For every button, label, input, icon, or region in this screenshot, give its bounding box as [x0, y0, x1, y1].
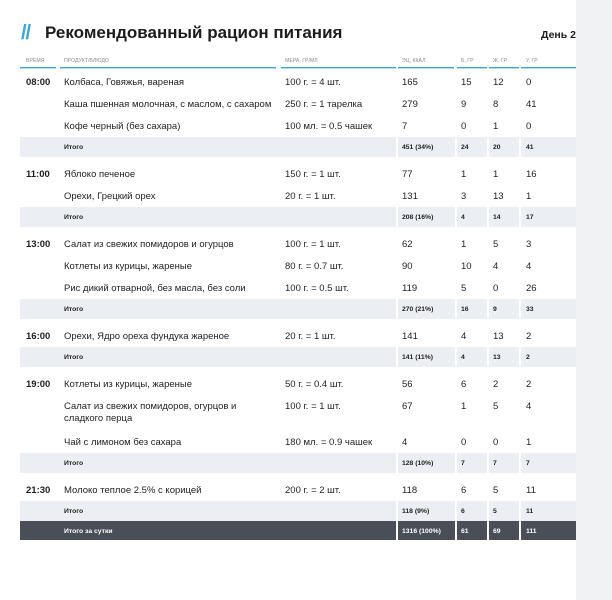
dish-fat: 5 [493, 239, 499, 250]
dish-fat: 2 [493, 379, 499, 390]
table-header [20, 56, 576, 68]
dish-carbs: 2 [526, 379, 532, 390]
column-separator [487, 501, 489, 521]
meal-total-row [20, 137, 576, 157]
grand-total-protein: 61 [461, 528, 469, 535]
table-row [20, 277, 576, 299]
dish-fat: 1 [493, 121, 499, 132]
column-separator [396, 137, 398, 157]
page-title: Рекомендованный рацион питания [45, 23, 343, 42]
column-separator [519, 207, 521, 227]
dish-protein: 15 [461, 77, 472, 88]
dish-carbs: 41 [526, 99, 537, 110]
column-separator [519, 299, 521, 319]
dish-name: Колбаса, Говяжья, вареная [64, 77, 185, 88]
total-fat: 13 [493, 354, 501, 361]
total-carbs: 41 [526, 144, 534, 151]
dish-carbs: 26 [526, 283, 537, 294]
total-label: Итого [64, 508, 84, 515]
dish-kcal: 62 [402, 239, 413, 250]
dish-kcal: 4 [402, 437, 408, 448]
dish-name: Котлеты из курицы, жареные [64, 379, 192, 390]
dish-carbs: 16 [526, 169, 537, 180]
total-fat: 9 [493, 306, 497, 313]
total-label: Итого [64, 460, 84, 467]
dish-name: Орехи, Грецкий орех [64, 191, 156, 202]
column-separator [519, 453, 521, 473]
total-carbs: 17 [526, 214, 534, 221]
table-row [20, 431, 576, 453]
dish-protein: 5 [461, 283, 467, 294]
total-label: Итого [64, 306, 84, 313]
dish-measure: 250 г. = 1 тарелка [285, 99, 363, 110]
dish-fat: 5 [493, 401, 499, 412]
meal-time: 21:30 [26, 485, 51, 496]
meal-total-row [20, 207, 576, 227]
col-carbs-header: У, ГР [526, 58, 538, 64]
meal-total-row [20, 347, 576, 367]
column-separator [396, 347, 398, 367]
dish-measure: 150 г. = 1 шт. [285, 169, 341, 180]
dish-kcal: 77 [402, 169, 413, 180]
dish-kcal: 279 [402, 99, 418, 110]
dish-fat: 0 [493, 283, 499, 294]
column-separator [487, 521, 489, 540]
total-protein: 6 [461, 508, 465, 515]
meal-total-row [20, 299, 576, 319]
meal-table [20, 71, 576, 540]
total-label: Итого [64, 214, 84, 221]
page-edge [576, 0, 612, 600]
total-kcal: 208 (16%) [402, 214, 434, 221]
dish-measure: 100 г. = 4 шт. [285, 77, 341, 88]
column-separator [487, 453, 489, 473]
table-row [20, 185, 576, 207]
grand-total-label: Итого за сутки [64, 528, 113, 535]
dish-protein: 0 [461, 121, 467, 132]
column-separator [455, 207, 457, 227]
column-separator [519, 521, 521, 540]
dish-carbs: 4 [526, 261, 532, 272]
dish-kcal: 67 [402, 401, 413, 412]
meal-time: 16:00 [26, 331, 51, 342]
dish-measure: 100 мл. = 0.5 чашек [285, 121, 373, 132]
table-row [20, 255, 576, 277]
total-protein: 24 [461, 144, 469, 151]
dish-carbs: 0 [526, 77, 532, 88]
column-separator [487, 137, 489, 157]
col-measure-header: МЕРА, ГР/МЛ [285, 58, 318, 64]
meal-time: 11:00 [26, 169, 50, 180]
dish-fat: 13 [493, 331, 504, 342]
table-row [20, 115, 576, 137]
total-carbs: 2 [526, 354, 530, 361]
column-separator [455, 501, 457, 521]
dish-carbs: 3 [526, 239, 532, 250]
dish-measure: 100 г. = 1 шт. [285, 239, 341, 250]
total-kcal: 451 (34%) [402, 144, 434, 151]
col-dish-header: ПРОДУКТ/БЛЮДО [64, 58, 109, 64]
dish-protein: 1 [461, 239, 467, 250]
dish-name: Кофе черный (без сахара) [64, 121, 181, 132]
meal-total-row [20, 501, 576, 521]
title-accent: // [21, 22, 31, 44]
dish-protein: 6 [461, 379, 467, 390]
dish-measure: 100 г. = 0.5 шт. [285, 283, 349, 294]
table-row [20, 373, 576, 395]
dish-fat: 13 [493, 191, 504, 202]
dish-name: Салат из свежих помидоров, огурцов и сладкого перца [64, 401, 237, 424]
column-separator [455, 299, 457, 319]
total-protein: 4 [461, 214, 465, 221]
dish-measure: 180 мл. = 0.9 чашек [285, 437, 373, 448]
dish-name: Молоко теплое 2.5% с корицей [64, 485, 202, 496]
total-fat: 7 [493, 460, 497, 467]
table-row [20, 479, 576, 501]
total-fat: 20 [493, 144, 501, 151]
column-separator [396, 207, 398, 227]
dish-name: Котлеты из курицы, жареные [64, 261, 192, 272]
table-row [20, 71, 576, 93]
dish-fat: 5 [493, 485, 499, 496]
column-separator [396, 521, 398, 540]
total-fat: 14 [493, 214, 501, 221]
dish-carbs: 0 [526, 121, 532, 132]
total-fat: 5 [493, 508, 497, 515]
page-header [20, 22, 576, 48]
meal-time: 19:00 [26, 379, 51, 390]
dish-name: Салат из свежих помидоров и огурцов [64, 239, 234, 250]
total-protein: 4 [461, 354, 465, 361]
dish-protein: 10 [461, 261, 472, 272]
column-separator [519, 347, 521, 367]
col-protein-header: Б, ГР [461, 58, 474, 64]
column-separator [396, 453, 398, 473]
dish-name: Чай с лимоном без сахара [64, 437, 182, 448]
dish-fat: 4 [493, 261, 499, 272]
meal-total-row [20, 453, 576, 473]
header-underline [20, 67, 576, 69]
dish-carbs: 4 [526, 401, 532, 412]
column-separator [487, 347, 489, 367]
total-protein: 16 [461, 306, 469, 313]
dish-measure: 200 г. = 2 шт. [285, 485, 341, 496]
dish-carbs: 11 [526, 485, 536, 496]
dish-protein: 1 [461, 401, 467, 412]
column-separator [455, 521, 457, 540]
dish-carbs: 1 [526, 191, 532, 202]
dish-measure: 100 г. = 1 шт. [285, 401, 341, 412]
grand-total-carbs: 111 [526, 528, 537, 535]
column-separator [455, 347, 457, 367]
dish-protein: 1 [461, 169, 467, 180]
dish-name: Яблоко печеное [64, 169, 136, 180]
meal-time: 13:00 [26, 239, 51, 250]
dish-protein: 4 [461, 331, 467, 342]
column-separator [396, 501, 398, 521]
total-kcal: 141 (11%) [402, 354, 433, 361]
dish-kcal: 119 [402, 283, 418, 294]
dish-fat: 0 [493, 437, 499, 448]
total-kcal: 270 (21%) [402, 306, 434, 313]
col-fat-header: Ж, ГР [493, 58, 507, 64]
dish-kcal: 118 [402, 485, 418, 496]
total-label: Итого [64, 354, 84, 361]
dish-name: Рис дикий отварной, без масла, без соли [64, 283, 246, 294]
column-separator [519, 501, 521, 521]
dish-fat: 8 [493, 99, 499, 110]
day-label: День 2 [540, 29, 576, 41]
dish-kcal: 131 [402, 191, 418, 202]
column-separator [396, 299, 398, 319]
grand-total-row [20, 521, 576, 540]
table-row [20, 93, 576, 115]
table-row [20, 395, 576, 431]
table-row [20, 163, 576, 185]
dish-kcal: 90 [402, 261, 413, 272]
column-separator [455, 453, 457, 473]
total-carbs: 33 [526, 306, 534, 313]
dish-name: Каша пшенная молочная, с маслом, с сахаром [64, 99, 272, 110]
dish-kcal: 141 [402, 331, 418, 342]
dish-fat: 12 [493, 77, 504, 88]
dish-protein: 0 [461, 437, 467, 448]
dish-protein: 9 [461, 99, 467, 110]
col-kcal-header: ЭЦ, ККАЛ [402, 58, 426, 64]
dish-kcal: 7 [402, 121, 408, 132]
dish-carbs: 2 [526, 331, 532, 342]
total-protein: 7 [461, 460, 465, 467]
column-separator [487, 207, 489, 227]
table-row [20, 233, 576, 255]
dish-name: Орехи, Ядро ореха фундука жареное [64, 331, 230, 342]
dish-protein: 3 [461, 191, 467, 202]
table-row [20, 325, 576, 347]
total-carbs: 11 [526, 508, 534, 515]
dish-measure: 20 г. = 1 шт. [285, 331, 336, 342]
total-kcal: 118 (9%) [402, 508, 430, 515]
dish-kcal: 165 [402, 77, 418, 88]
column-separator [519, 137, 521, 157]
dish-measure: 50 г. = 0.4 шт. [285, 379, 344, 390]
column-separator [487, 299, 489, 319]
col-time-header: ВРЕМЯ [26, 58, 45, 64]
dish-fat: 1 [493, 169, 499, 180]
grand-total-kcal: 1316 (100%) [402, 528, 441, 535]
total-label: Итого [64, 144, 84, 151]
total-carbs: 7 [526, 460, 530, 467]
dish-carbs: 1 [526, 437, 532, 448]
dish-kcal: 56 [402, 379, 413, 390]
dish-measure: 20 г. = 1 шт. [285, 191, 336, 202]
column-separator [455, 137, 457, 157]
dish-protein: 6 [461, 485, 467, 496]
total-kcal: 128 (10%) [402, 460, 434, 467]
meal-time: 08:00 [26, 77, 51, 88]
grand-total-fat: 69 [493, 528, 501, 535]
dish-measure: 80 г. = 0.7 шт. [285, 261, 344, 272]
